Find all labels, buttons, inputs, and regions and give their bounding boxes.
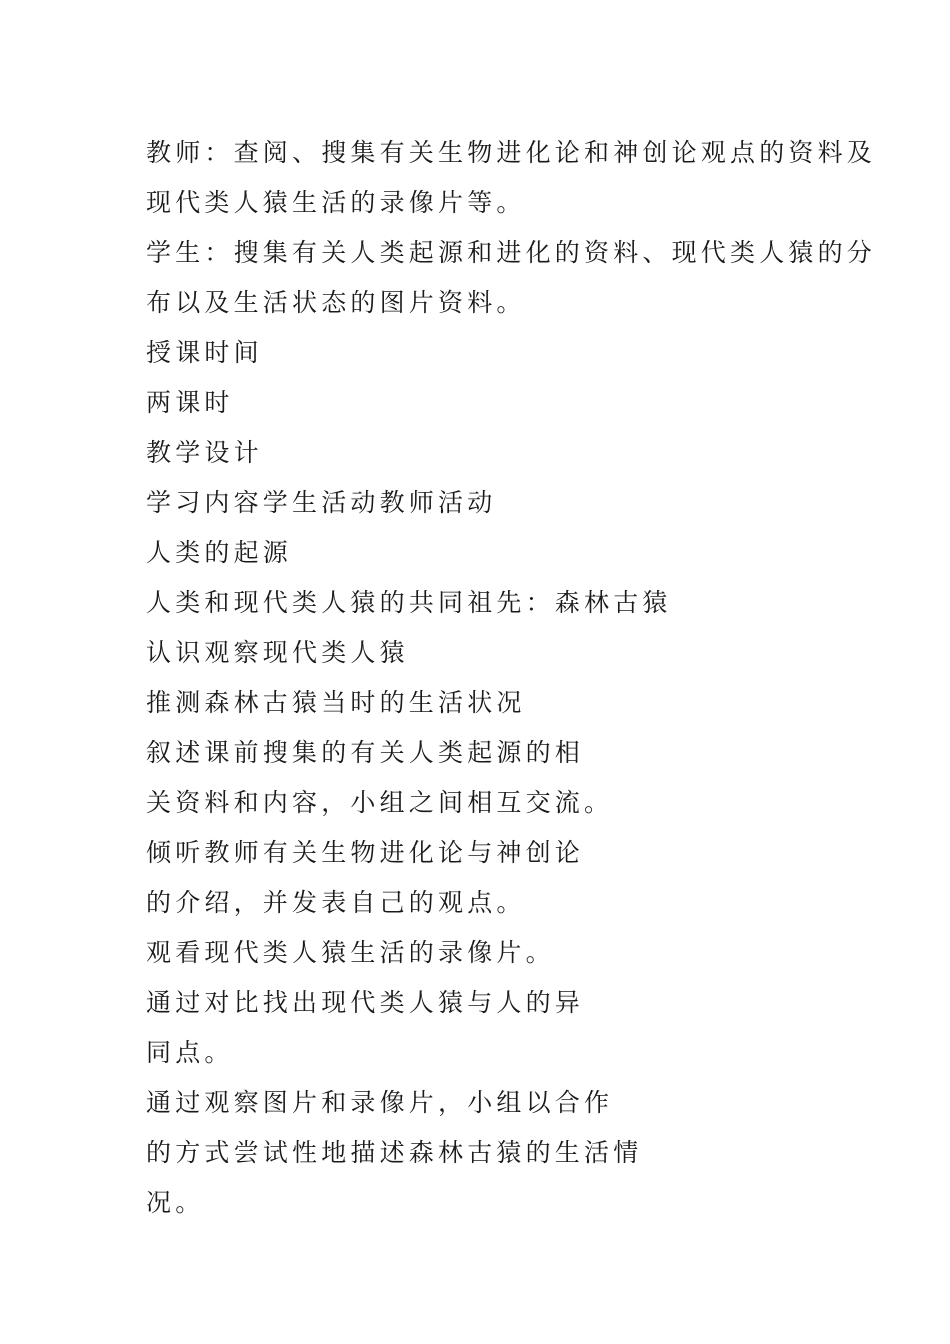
text-line: 人类的起源 (146, 538, 293, 567)
section-heading: 授课时间 (146, 338, 263, 367)
text-line: 通过观察图片和录像片，小组以合作 (146, 1088, 614, 1117)
section-heading: 教学设计 (146, 438, 263, 467)
text-line: 两课时 (146, 388, 234, 417)
text-line: 布以及生活状态的图片资料。 (146, 288, 526, 317)
text-line: 认识观察现代类人猿 (146, 638, 409, 667)
text-line: 关资料和内容，小组之间相互交流。 (146, 788, 614, 817)
text-line: 的方式尝试性地描述森林古猿的生活情 (146, 1138, 643, 1167)
text-line: 同点。 (146, 1038, 234, 1067)
text-line: 倾听教师有关生物进化论与神创论 (146, 838, 585, 867)
table-header-line: 学习内容学生活动教师活动 (146, 488, 497, 517)
text-line: 况。 (146, 1188, 205, 1217)
text-line: 学生：搜集有关人类起源和进化的资料、现代类人猿的分 (146, 238, 877, 267)
text-line: 教师：查阅、搜集有关生物进化论和神创论观点的资料及 (146, 138, 877, 167)
text-line: 观看现代类人猿生活的录像片。 (146, 938, 555, 967)
text-line: 现代类人猿生活的录像片等。 (146, 188, 526, 217)
text-line: 叙述课前搜集的有关人类起源的相 (146, 738, 585, 767)
text-line: 人类和现代类人猿的共同祖先：森林古猿 (146, 588, 672, 617)
document-body (146, 128, 877, 1228)
text-line: 通过对比找出现代类人猿与人的异 (146, 988, 585, 1017)
text-line: 推测森林古猿当时的生活状况 (146, 688, 526, 717)
text-line: 的介绍，并发表自己的观点。 (146, 888, 526, 917)
